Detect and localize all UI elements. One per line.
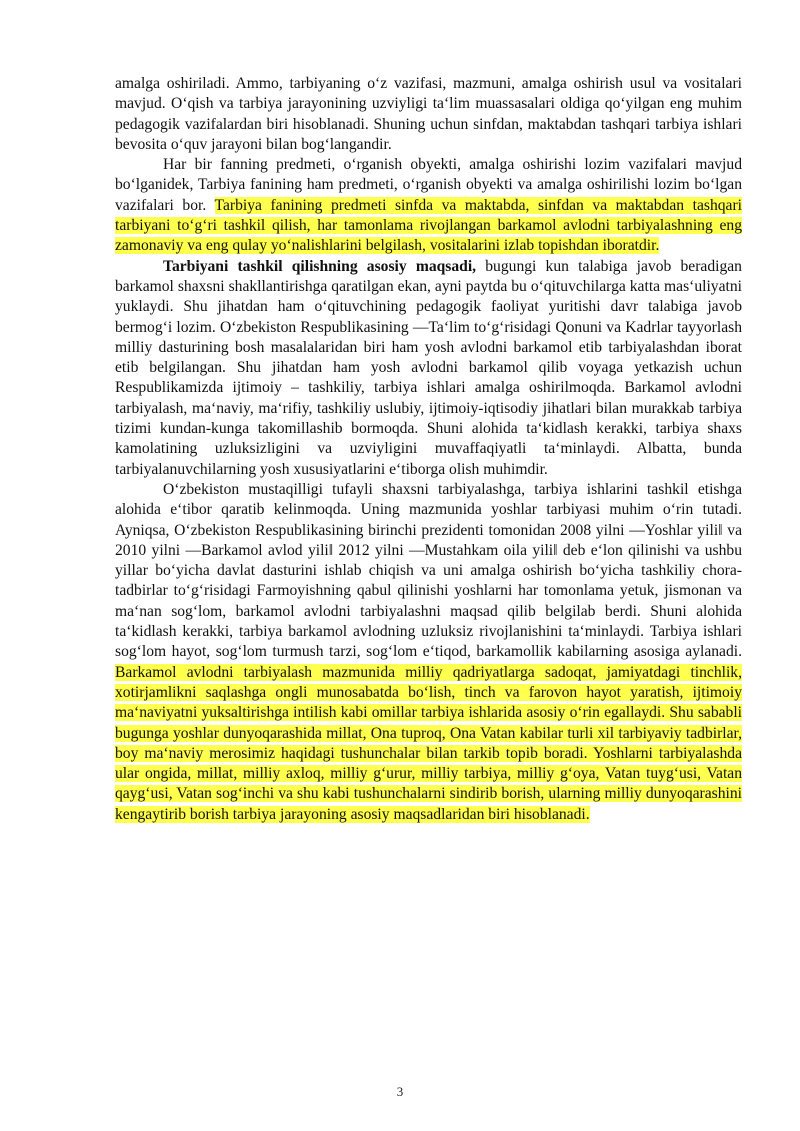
document-body (115, 74, 742, 825)
page-number: 3 (396, 1084, 404, 1099)
paragraph-4 (115, 480, 742, 825)
highlighted-text: Barkamol avlodni tarbiyalash mazmunida milliy qadriyatlarga sadoqat, jamiyatdagi tinchlik, xotirjamlikni saqlashga ongli munosabatda bo‘lish, tinch va farovon hayot yaratish, ijtimoiy ma‘naviyatni yuksaltirishga intilish kabi omillar tarbiya ishlarida asosiy o‘rin egallaydi. Shu sababli bugunga yoshlar dunyoqarashida millat, Ona tuproq, Ona Vatan kabilar turli xil tarbiyaviy tadbirlar, boy ma‘naviy merosimiz haqidagi tushunchalar bilan tarkib topib boradi. Yoshlarni tarbiyalashda ular ongida, millat, milliy axloq, milliy g‘urur, milliy tarbiya, milliy g‘oya, Vatan tuyg‘usi, Vatan qayg‘usi, Vatan sog‘inchi va shu kabi tushunchalarni sindirib borish, ularning milliy dunyoqarashini kengaytirib borish tarbiya jarayoning asosiy maqsadlaridan biri hisoblanadi. (115, 663, 742, 823)
paragraph-text: Har bir fanning predmeti, o‘rganish obyekti, amalga oshirishi lozim vazifalari mavjud bo‘lganidek, Tarbiya fanining ham predmeti, o‘rganish obyekti va amalga oshirilishi lozim bo‘lgan vazifalari bor. (115, 156, 742, 214)
paragraph-1 (115, 74, 742, 155)
paragraph-text: bugungi kun talabiga javob beradigan barkamol shaxsni shakllantirishga qaratilgan ekan, ayni paytda bu o‘qituvchilarga katta mas‘uliyatni yuklaydi. Shu jihatdan ham o‘qituvchining pedagogik faoliyat yuritishi davr talabiga javob bermog‘i lozim. O‘zbekiston Respublikasining ―Ta‘lim to‘g‘risidagi Qonuni va Kadrlar tayyorlash milliy dasturining bosh masalalaridan biri ham yosh avlodni barkamol etib tarbiyalashdan iborat etib belgilangan. Shu jihatdan ham yosh avlodni barkamol qilib voyaga yetkazish uchun Respublikamizda ijtimoiy – tashkiliy, tarbiya ishlari amalga oshirilmoqda. Barkamol avlodni tarbiyalash, ma‘naviy, ma‘rifiy, tashkiliy uslubiy, ijtimoiy-iqtisodiy jihatlari bilan murakkab tarbiya tizimi kundan-kunga takomillashib bormoqda. Shuni alohida ta‘kidlash kerakki, tarbiya shaxs kamolatining uzluksizligini va uzviyligini muvaffaqiyatli ta‘minlaydi. Albatta, bunda tarbiyalanuvchilarning yosh xususiyatlarini e‘tiborga olish muhimdir. (115, 257, 742, 478)
paragraph-3 (115, 257, 742, 480)
paragraph-2 (115, 155, 742, 256)
bold-lead-text: Tarbiyani tashkil qilishning asosiy maqsadi, (163, 257, 477, 275)
highlighted-text: Tarbiya fanining predmeti sinfda va maktabda, sinfdan va maktabdan tashqari tarbiyani to‘g‘ri tashkil qilish, har tamonlama rivojlangan barkamol avlodni tarbiyalashning eng zamonaviy va eng qulay yo‘nalishlarini belgilash, vositalarini izlab topishdan iboratdir. (115, 196, 742, 255)
paragraph-text: amalga oshiriladi. Ammo, tarbiyaning o‘z vazifasi, mazmuni, amalga oshirish usul va vositalari mavjud. O‘qish va tarbiya jarayonining uzviyligi ta‘lim muassasalari oldiga qo‘yilgan eng muhim pedagogik vazifalardan biri hisoblanadi. Shuning uchun sinfdan, maktabdan tashqari tarbiya ishlari bevosita o‘quv jarayoni bilan bog‘langandir. (115, 75, 742, 153)
paragraph-text: O‘zbekiston mustaqilligi tufayli shaxsni tarbiyalashga, tarbiya ishlarini tashkil etishga alohida e‘tibor qaratib kelinmoqda. Uning mazmunida yoshlar tarbiyasi muhim o‘rin tutadi. Ayniqsa, O‘zbekiston Respublikasining birinchi prezidenti tomonidan 2008 yilni ―Yoshlar yili‖ va 2010 yilni ―Barkamol avlod yili‖ 2012 yilni ―Mustahkam oila yili‖ deb e‘lon qilinishi va ushbu yillar bo‘yicha davlat dasturini ishlab chiqish va uni amalga oshirish bo‘yicha tashkiliy chora-tadbirlar to‘g‘risidagi Farmoyishning qabul qilinishi yoshlarni har tomonlama yetuk, jismonan va ma‘nan sog‘lom, barkamol avlodni tarbiyalashni maqsad qilib belgilab berdi. Shuni alohida ta‘kidlash kerakki, tarbiya barkamol avlodning uzluksiz rivojlanishini ta‘minlaydi. Tarbiya ishlari sog‘lom hayot, sog‘lom turmush tarzi, sog‘lom e‘tiqod, barkamollik kabilarning asosiga aylanadi. (115, 480, 742, 661)
